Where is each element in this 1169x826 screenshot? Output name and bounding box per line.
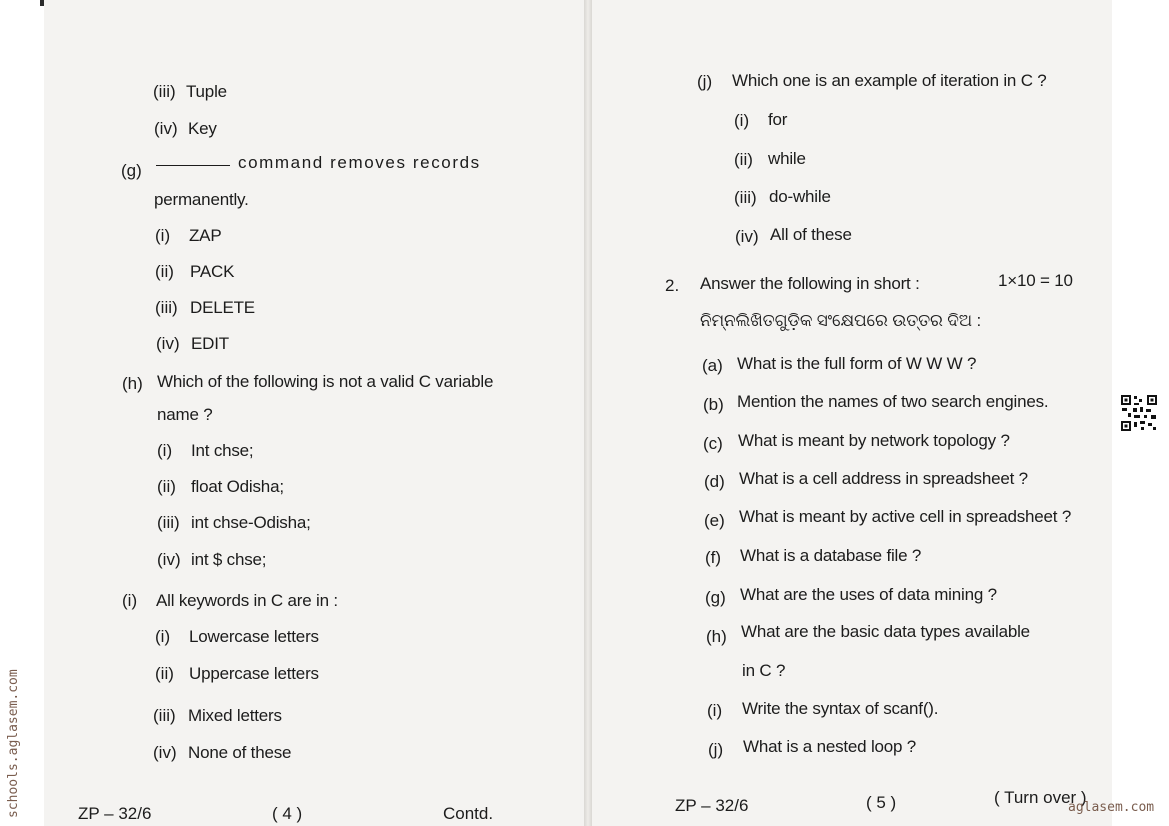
question-number: (j) — [708, 740, 724, 759]
footer-turn-over: ( Turn over ) — [994, 788, 1087, 807]
question-text: What is a nested loop ? — [743, 737, 917, 756]
page-gutter — [584, 0, 592, 826]
question-text-continued: name ? — [157, 405, 213, 424]
option-number: (iii) — [155, 298, 178, 317]
question-number: (i) — [707, 701, 723, 720]
left-page — [44, 0, 584, 826]
question-number: (f) — [705, 548, 722, 567]
question-number: (g) — [705, 588, 726, 607]
option-number: (iii) — [153, 82, 176, 101]
option-number: (i) — [155, 226, 171, 245]
option-number: (iii) — [734, 188, 757, 207]
question-text: Mention the names of two search engines. — [737, 392, 1049, 411]
option-text: while — [768, 149, 806, 168]
option-text: int $ chse; — [191, 550, 267, 569]
option-number: (iv) — [157, 550, 181, 569]
option-text: PACK — [190, 262, 235, 281]
question-number: (d) — [704, 472, 725, 491]
section-marks: 1×10 = 10 — [998, 271, 1073, 290]
question-text: What is a database file ? — [740, 546, 922, 565]
option-text: float Odisha; — [191, 477, 284, 496]
option-number: (iv) — [156, 334, 180, 353]
question-text: What is the full form of W W W ? — [737, 354, 977, 373]
option-text: int chse-Odisha; — [191, 513, 311, 532]
option-number: (iv) — [154, 119, 178, 138]
option-text: ZAP — [189, 226, 222, 245]
question-text: What is a cell address in spreadsheet ? — [739, 469, 1028, 488]
question-number: (a) — [702, 356, 723, 375]
section-instruction: Answer the following in short : — [700, 274, 920, 293]
question-number: (h) — [706, 627, 727, 646]
option-number: (ii) — [157, 477, 176, 496]
qr-code-icon — [1120, 394, 1158, 432]
option-number: (iv) — [735, 227, 759, 246]
option-text: EDIT — [191, 334, 229, 353]
option-text: Key — [188, 119, 217, 138]
option-text: Uppercase letters — [189, 664, 319, 683]
option-number: (ii) — [155, 664, 174, 683]
option-number: (i) — [734, 111, 750, 130]
question-number: (j) — [697, 72, 713, 91]
question-text: Which one is an example of iteration in C ? — [732, 71, 1047, 90]
option-text: All of these — [770, 225, 852, 244]
option-text: Tuple — [186, 82, 227, 101]
question-number: (h) — [122, 374, 143, 393]
option-text: DELETE — [190, 298, 255, 317]
footer-paper-code: ZP – 32/6 — [78, 804, 152, 823]
option-number: (ii) — [734, 150, 753, 169]
question-text — [156, 153, 481, 173]
question-text: Which of the following is not a valid C variable — [157, 372, 494, 391]
option-number: (ii) — [155, 262, 174, 281]
option-number: (i) — [157, 441, 173, 460]
footer-page-number: ( 5 ) — [866, 793, 897, 812]
option-text: Int chse; — [191, 441, 254, 460]
question-number: (g) — [121, 161, 142, 180]
question-text: Write the syntax of scanf(). — [742, 699, 939, 718]
question-number: (i) — [122, 591, 138, 610]
footer-page-number: ( 4 ) — [272, 804, 303, 823]
option-number: (iii) — [153, 706, 176, 725]
question-text: All keywords in C are in : — [156, 591, 338, 610]
option-text: Lowercase letters — [189, 627, 319, 646]
option-text: None of these — [188, 743, 292, 762]
footer-paper-code: ZP – 32/6 — [675, 796, 749, 815]
section-number: 2. — [665, 276, 680, 295]
watermark-vertical: schools.aglasem.com — [6, 669, 21, 818]
section-instruction-odia: ନିମ୍ନଲିଖିତଗୁଡ଼ିକ ସଂକ୍ଷେପରେ ଉତ୍ତର ଦିଅ : — [700, 311, 982, 330]
question-text-continued: permanently. — [154, 190, 249, 209]
question-text-continued: in C ? — [742, 661, 786, 680]
option-number: (iv) — [153, 743, 177, 762]
question-text-content: command removes records — [238, 153, 481, 172]
question-number: (e) — [704, 511, 725, 530]
question-text: What are the uses of data mining ? — [740, 585, 997, 604]
question-number: (b) — [703, 395, 724, 414]
question-text: What are the basic data types available — [741, 622, 1030, 641]
fill-in-blank — [156, 165, 230, 166]
question-text: What is meant by active cell in spreadsheet ? — [739, 507, 1072, 526]
question-number: (c) — [703, 434, 723, 453]
option-text: for — [768, 110, 788, 129]
option-text: Mixed letters — [188, 706, 282, 725]
footer-contd: Contd. — [443, 804, 494, 823]
watermark-bottom: aglasem.com — [1068, 800, 1155, 815]
option-number: (iii) — [157, 513, 180, 532]
question-text: What is meant by network topology ? — [738, 431, 1010, 450]
option-text: do-while — [769, 187, 831, 206]
option-number: (i) — [155, 627, 171, 646]
